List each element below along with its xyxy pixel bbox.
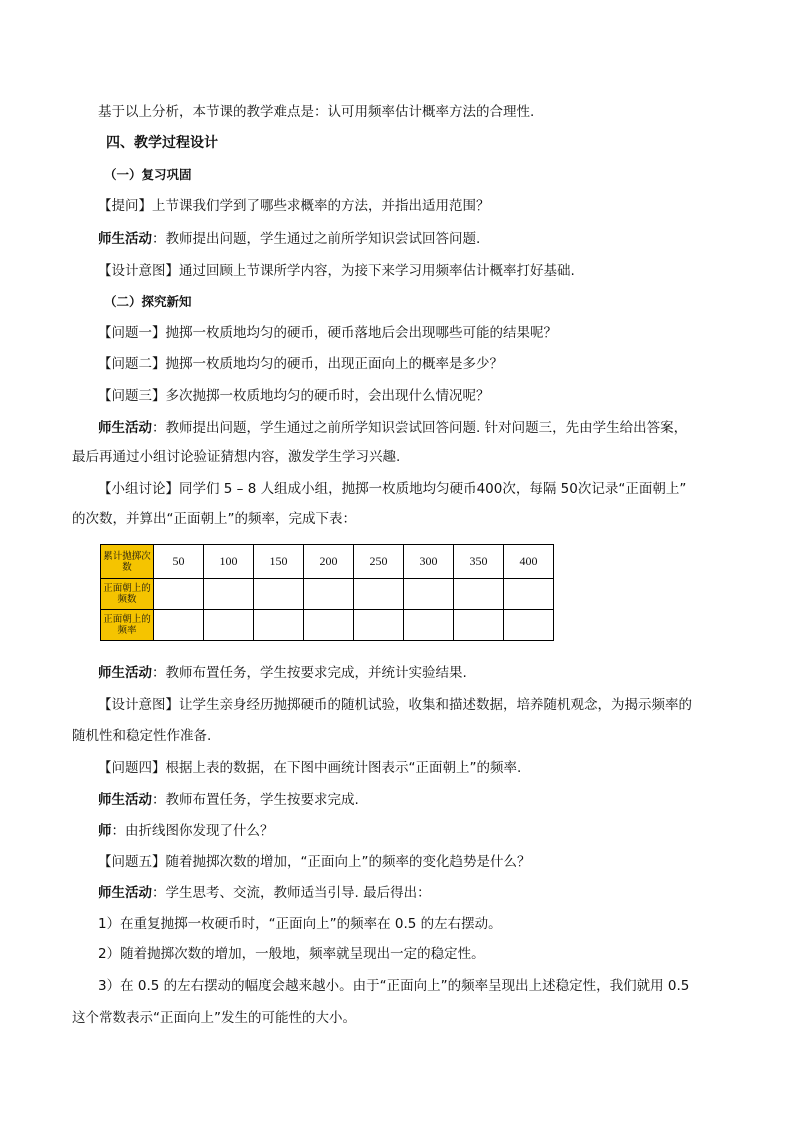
table-cell-empty (354, 610, 404, 641)
table-cell-empty (504, 579, 554, 610)
activity-paragraph-1: 师生活动：教师提出问题，学生通过之前所学知识尝试回答问题. (98, 231, 481, 247)
table-cell: 150 (254, 545, 304, 579)
activity-paragraph-3: 师生活动：教师布置任务，学生按要求完成，并统计实验结果. (98, 665, 467, 681)
design-intent-2-line2: 随机性和稳定性作准备. (72, 728, 212, 744)
table-cell-empty (304, 579, 354, 610)
table-cell-empty (354, 579, 404, 610)
activity-paragraph-2-line2: 最后再通过小组讨论验证猜想内容，激发学生学习兴趣. (72, 449, 401, 465)
question-2: 【问题二】抛掷一枚质地均匀的硬币，出现正面向上的概率是多少？ (98, 356, 503, 372)
table-cell-empty (254, 610, 304, 641)
table-cell: 200 (304, 545, 354, 579)
conclusion-point-2: 2）随着抛掷次数的增加，一般地，频率就呈现出一定的稳定性。 (98, 946, 485, 962)
question-ask: 【提问】上节课我们学到了哪些求概率的方法，并指出适用范围？ (98, 198, 490, 214)
table-cell-empty (204, 610, 254, 641)
question-4: 【问题四】根据上表的数据，在下图中画统计图表示“正面朝上”的频率. (98, 760, 522, 776)
row-header-throws: 累计抛掷次数 (101, 545, 154, 579)
section-heading-process: 四、教学过程设计 (106, 135, 218, 151)
table-cell-empty (454, 579, 504, 610)
teacher-question: 师：由折线图你发现了什么？ (98, 823, 274, 839)
group-discussion-line2: 的次数，并算出“正面朝上”的频率，完成下表： (72, 511, 356, 527)
subsection-review: （一）复习巩固 (104, 167, 192, 182)
design-intent-1: 【设计意图】通过回顾上节课所学内容，为接下来学习用频率估计概率打好基础. (98, 263, 575, 279)
table-cell-empty (204, 579, 254, 610)
table-cell-empty (504, 610, 554, 641)
table-cell-empty (404, 579, 454, 610)
paragraph-difficulty: 基于以上分析，本节课的教学难点是：认可用频率估计概率方法的合理性. (98, 104, 535, 120)
lead-label: 师生活动 (98, 665, 152, 681)
table-cell-empty (154, 579, 204, 610)
table-cell-empty (254, 579, 304, 610)
conclusion-point-3-line2: 这个常数表示“正面向上”发生的可能性的大小。 (72, 1010, 356, 1026)
activity-paragraph-4: 师生活动：教师布置任务，学生按要求完成. (98, 792, 359, 808)
lead-label: 师 (98, 823, 112, 839)
conclusion-point-3-line1: 3）在 0.5 的左右摆动的幅度会越来越小。由于“正面向上”的频率呈现出上述稳定性，我们就用 0.5 (98, 978, 690, 994)
table-cell: 250 (354, 545, 404, 579)
table-cell: 100 (204, 545, 254, 579)
activity-paragraph-5: 师生活动：学生思考、交流，教师适当引导. 最后得出： (98, 885, 431, 901)
table-cell: 350 (454, 545, 504, 579)
lead-label: 师生活动 (98, 231, 152, 247)
table-cell: 300 (404, 545, 454, 579)
table-cell: 50 (154, 545, 204, 579)
row-header-heads-count: 正面朝上的频数 (101, 579, 154, 610)
design-intent-2-line1: 【设计意图】让学生亲身经历抛掷硬币的随机试验，收集和描述数据，培养随机观念，为揭示频率的 (98, 697, 692, 713)
question-3: 【问题三】多次抛掷一枚质地均匀的硬币时，会出现什么情况呢？ (98, 388, 490, 404)
table-cell-empty (404, 610, 454, 641)
table-row (101, 579, 554, 610)
lead-label: 师生活动 (98, 420, 152, 436)
lead-label: 师生活动 (98, 885, 152, 901)
table-cell-empty (154, 610, 204, 641)
table-cell: 400 (504, 545, 554, 579)
table-row (101, 610, 554, 641)
table-cell-empty (454, 610, 504, 641)
activity-paragraph-2-line1: 师生活动：教师提出问题，学生通过之前所学知识尝试回答问题. 针对问题三，先由学生给出答案， (98, 420, 688, 436)
lead-label: 师生活动 (98, 792, 152, 808)
conclusion-point-1: 1）在重复抛掷一枚硬币时，“正面向上”的频率在 0.5 的左右摆动。 (98, 916, 502, 932)
subsection-explore: （二）探究新知 (104, 294, 192, 309)
question-1: 【问题一】抛掷一枚质地均匀的硬币，硬币落地后会出现哪些可能的结果呢？ (98, 325, 557, 341)
row-header-heads-frequency: 正面朝上的频率 (101, 610, 154, 641)
frequency-table (100, 544, 554, 641)
group-discussion-line1: 【小组讨论】同学们 5 – 8 人组成小组，抛掷一枚质地均匀硬币400次，每隔 50次记录“正面朝上” (98, 481, 687, 497)
table-row (101, 545, 554, 579)
table-cell-empty (304, 610, 354, 641)
question-5: 【问题五】随着抛掷次数的增加，“正面向上”的频率的变化趋势是什么？ (98, 854, 531, 870)
